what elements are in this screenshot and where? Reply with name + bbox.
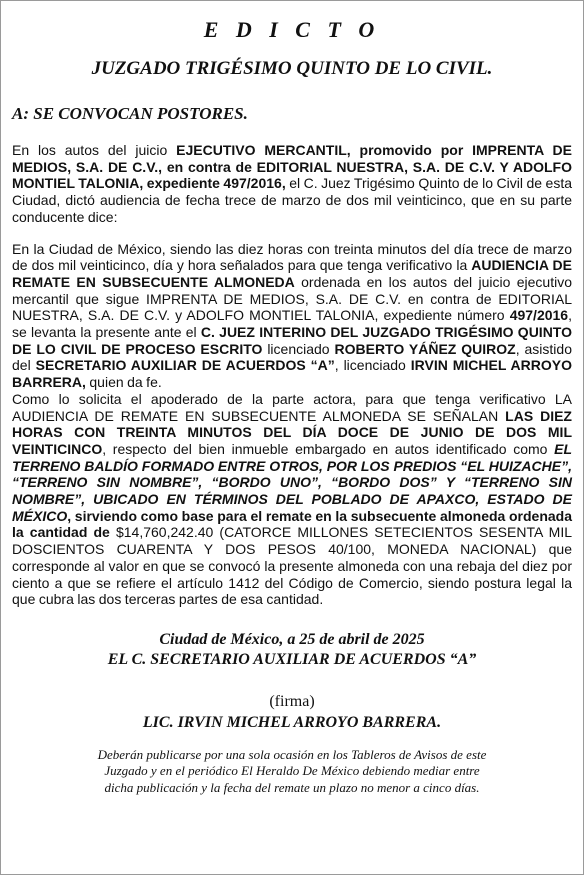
city-date: Ciudad de México, a 25 de abril de 2025 [159,630,425,648]
text-run: el C. Juez Trigésimo Quinto de lo Civil de esta Ciudad, dictó audiencia de fecha trece de marzo de dos mil veinticinco, que en su parte conducente dice: [12,175,572,225]
text-run: ordenada en los autos del juicio ejecutivo mercantil que sigue IMPRENTA DE MEDIOS, S.A. DE C.V. en contra de EDITORIAL NUESTRA, S.A. DE C.V. y ADOLFO MONTIEL TALONIA, expediente número [12,273,572,324]
text-run: Como lo solicita el apoderado de la parte actora, para que tenga verificativo LA AUDIENCIA DE REMATE EN SUBSECUENTE ALMONEDA SE SEÑALAN [12,390,572,424]
bold-italic-run: EL TERRENO BALDÍO FORMADO ENTRE OTROS, POR LOS PREDIOS “EL HUIZACHE”, “TERRENO SIN NOMBRE”, “BORDO UNO”, “BORDO DOS” Y “TERRENO SIN NOMBRE”, UBICADO EN TÉRMINOS DEL POBLADO DE APAXCO, ESTADO DE MÉXICO [12,440,572,524]
signature-placeholder: (firma) [269,692,315,710]
text-run: licenciado [262,340,335,357]
text-run: quien da fe. [85,374,162,391]
paragraph-hearing [12,241,572,391]
text-run: , asistido del [12,340,572,374]
text-run: , se levanta la presente ante el [12,307,572,341]
text-run: En la Ciudad de México, siendo las diez horas con treinta minutos del día trece de marzo de dos mil veinticinco, día y hora señalados para que tenga verificativo la [12,240,572,274]
bold-run: IRVIN MICHEL ARROYO BARRERA, [12,357,572,391]
text-run: , licenciado [334,357,411,374]
paragraph-auction [12,391,572,608]
convocation-heading: A: SE CONVOCAN POSTORES. [12,104,248,123]
signature-block [12,630,572,733]
bold-run: SECRETARIO AUXILIAR DE ACUERDOS “A” [35,357,335,374]
bold-run: LAS DIEZ HORAS CON TREINTA MINUTOS DEL DÍA DOCE DE JUNIO DE DOS MIL VEINTICINCO [12,407,572,457]
paragraph-case-intro [12,142,572,226]
bold-run: AUDIENCIA DE REMATE EN SUBSECUENTE ALMONEDA [12,257,572,290]
bold-run: 497/2016 [509,307,569,324]
text-run: $14,760,242.40 (CATORCE MILLONES SETECIENTOS SESENTA MIL DOSCIENTOS CUARENTA Y DOS PESOS 40/100, MONEDA NACIONAL) que corresponde al valor en que se convocó la presente almoneda con una rebaja del diez por ciento a que se refiere el artículo 1412 del Código de Comercio, siendo postura legal la que cubra las dos terceras partes de esa cantidad. [12,524,572,608]
text-run: En los autos del juicio [12,142,177,158]
paragraph-gap [12,226,572,241]
court-name: JUZGADO TRIGÉSIMO QUINTO DE LO CIVIL. [91,58,493,79]
document-title: E D I C T O [203,17,381,42]
bold-run: C. JUEZ INTERINO DEL JUZGADO TRIGÉSIMO QUINTO DE LO CIVIL DE PROCESO ESCRITO [12,324,572,357]
secretary-title: EL C. SECRETARIO AUXILIAR DE ACUERDOS “A” [107,650,477,668]
bold-run: ROBERTO YÁÑEZ QUIROZ [334,340,516,357]
text-run: , respecto del bien inmueble embargado en autos identificado como [102,440,555,457]
bold-run: EJECUTIVO MERCANTIL, promovido por IMPRENTA DE MEDIOS, S.A. DE C.V., en contra de EDITORIAL NUESTRA, S.A. DE C.V. Y ADOLFO MONTIEL TALONIA, expediente 497/2016, [12,142,572,192]
bold-run: , sirviendo como base para el remate en la subsecuente almoneda ordenada la cantidad de [12,507,572,541]
publication-note: Deberán publicarse por una sola ocasión en los Tableros de Avisos de este Juzgado y en el periódico El Heraldo De México debiendo mediar entre dicha publicación y la fecha del remate un plazo no menor a cinco días. [97,746,487,795]
signer-name: LIC. IRVIN MICHEL ARROYO BARRERA. [142,713,442,731]
